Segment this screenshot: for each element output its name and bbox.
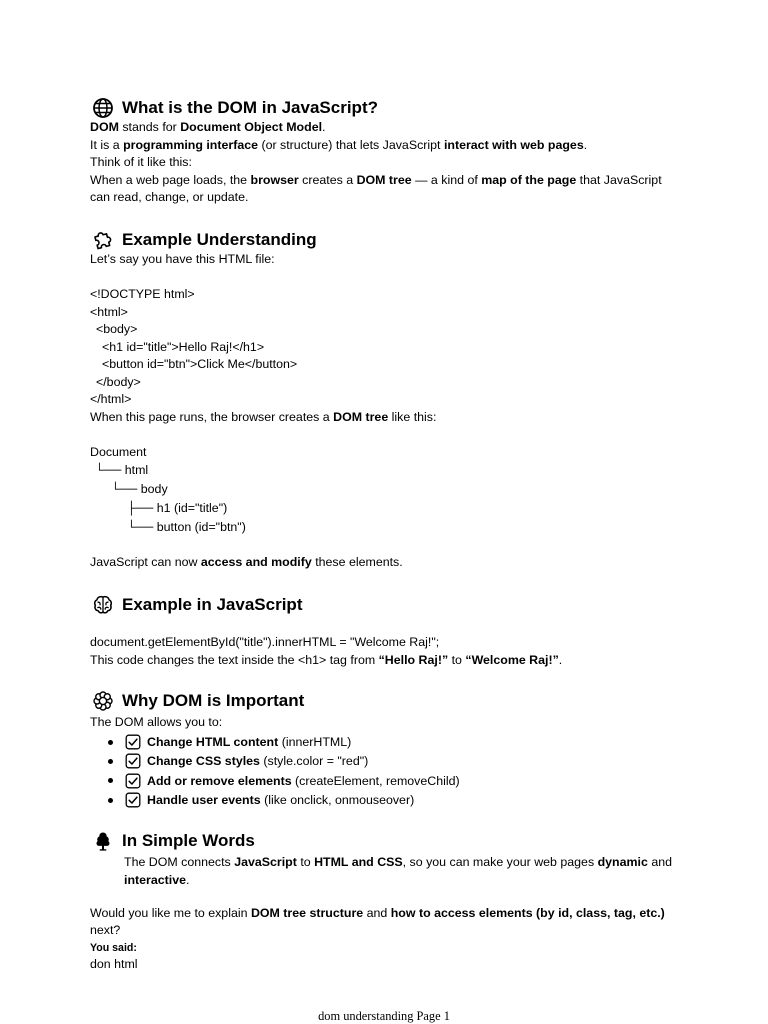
javascript-code-line <box>90 634 439 652</box>
html-code-block <box>90 286 297 409</box>
text-run: Would you like me to explain <box>90 905 251 920</box>
code-line: <button id="btn">Click Me</button> <box>102 357 298 372</box>
heading-text: Example Understanding <box>122 230 317 249</box>
list-item-text <box>147 774 460 788</box>
dom-tree-intro <box>90 409 436 427</box>
code-explanation <box>90 652 562 670</box>
text-run: — a kind of <box>411 172 482 187</box>
heading-example-in-javascript <box>92 593 302 617</box>
text-run: stands for <box>118 120 181 134</box>
bold-term: interactive <box>124 872 186 887</box>
bold-term: access and modify <box>200 555 312 570</box>
text-run: creates a <box>298 172 357 187</box>
bullet-icon <box>108 778 113 783</box>
bold-term: programming interface <box>123 137 259 152</box>
tree-node-button: └── button (id="btn") <box>127 520 246 535</box>
text-line: The DOM allows you to: <box>90 715 223 730</box>
text-line <box>90 652 562 670</box>
list-item-text <box>147 735 351 749</box>
text-run: (innerHTML) <box>278 735 352 750</box>
bold-term: HTML and CSS <box>314 855 403 870</box>
tree-node-body: └── body <box>111 482 168 497</box>
bold-term: map of the page <box>481 172 577 187</box>
you-said-message <box>90 956 138 974</box>
simple-words-paragraph <box>124 854 672 889</box>
text-run: It is a <box>90 137 124 152</box>
brain-icon <box>92 594 114 616</box>
bold-term: Change CSS styles <box>147 754 260 769</box>
code-line: </body> <box>96 374 141 389</box>
puzzle-icon <box>92 229 114 251</box>
bold-term: interact with web pages <box>443 137 584 152</box>
dom-capabilities-list <box>108 733 460 810</box>
text-run: these elements. <box>311 555 403 570</box>
text-line <box>90 409 436 427</box>
list-item <box>108 733 460 752</box>
bullet-icon <box>108 740 113 745</box>
text-run: (style.color = "red") <box>259 754 369 769</box>
heading-text: Example in JavaScript <box>122 595 303 614</box>
text-run: , so you can make your web pages <box>402 855 598 870</box>
text-line: don html <box>90 957 138 972</box>
access-modify-paragraph <box>90 554 403 572</box>
bullet-icon <box>108 759 113 764</box>
bold-term: “Welcome Raj!” <box>465 652 559 667</box>
code-line: <body> <box>96 322 138 337</box>
text-line <box>90 905 665 923</box>
checkbox-icon <box>125 792 141 808</box>
bold-term: Add or remove elements <box>147 773 292 788</box>
text-line: Think of it like this: <box>90 155 192 169</box>
heading-example-understanding <box>92 228 317 252</box>
page-footer: dom understanding Page 1 <box>318 1009 450 1023</box>
text-run: to <box>448 652 466 667</box>
list-item <box>108 752 460 771</box>
text-run: JavaScript can now <box>90 555 201 570</box>
text-run: and <box>647 855 672 870</box>
tree-icon <box>92 830 114 852</box>
tree-node-html: └── html <box>95 463 149 478</box>
text-line: can read, change, or update. <box>90 190 249 204</box>
follow-up-question <box>90 905 665 940</box>
list-item-text <box>147 793 414 807</box>
list-item <box>108 771 460 790</box>
text-run: like this: <box>388 409 437 424</box>
text-run: . <box>558 652 563 667</box>
bold-term: Document Object Model <box>180 120 323 134</box>
code-line: <h1 id="title">Hello Raj!</h1> <box>102 339 265 354</box>
dom-allows-intro <box>90 714 222 732</box>
text-run: When a web page loads, the <box>90 172 251 187</box>
heading-text: What is the DOM in JavaScript? <box>122 98 378 117</box>
dom-definition-paragraph <box>90 119 662 207</box>
heading-text: In Simple Words <box>122 831 255 850</box>
bold-term: “Hello Raj!” <box>378 652 449 667</box>
bold-term: DOM tree <box>333 409 389 424</box>
heading-in-simple-words <box>92 829 255 853</box>
text-run: . <box>322 120 326 134</box>
bullet-icon <box>108 798 113 803</box>
text-run: that JavaScript <box>576 172 662 187</box>
checkbox-icon <box>125 773 141 789</box>
bold-term: DOM tree <box>356 172 412 187</box>
html-file-intro <box>90 251 275 269</box>
text-line <box>124 854 672 872</box>
checkbox-icon <box>125 753 141 769</box>
text-line: next? <box>90 923 121 938</box>
heading-text: Why DOM is Important <box>122 691 305 710</box>
text-run: (createElement, removeChild) <box>291 773 460 788</box>
text-line <box>90 554 403 572</box>
bold-term: Handle user events <box>147 793 261 808</box>
text-line <box>90 172 662 190</box>
heading-why-dom-is-important <box>92 689 304 713</box>
text-run: and <box>363 905 391 920</box>
bold-term: DOM tree structure <box>250 905 364 920</box>
heading-what-is-the-dom <box>92 96 378 120</box>
tree-node-h1: ├── h1 (id="title") <box>127 501 228 516</box>
list-item-text <box>147 754 368 768</box>
text-run: The DOM connects <box>124 855 235 870</box>
checkbox-icon <box>125 734 141 750</box>
list-item <box>108 790 460 809</box>
bold-term: browser <box>250 172 299 187</box>
text-line <box>90 137 662 155</box>
text-run: to <box>296 855 315 870</box>
globe-icon <box>92 97 114 119</box>
gear-icon <box>92 690 114 712</box>
code-line: </html> <box>90 392 132 407</box>
code-line: <html> <box>90 304 128 319</box>
code-line: <!DOCTYPE html> <box>90 287 195 302</box>
text-run: (or structure) that lets JavaScript <box>258 137 444 152</box>
text-run: When this page runs, the browser creates a <box>90 409 334 424</box>
tree-node-document: Document <box>90 444 147 459</box>
text-run: This code changes the text inside the <h1> tag from <box>90 652 379 667</box>
bold-term: dynamic <box>597 855 648 870</box>
text-line <box>124 872 672 890</box>
you-said-label: You said: <box>90 942 137 954</box>
bold-term: how to access elements (by id, class, tag, etc.) <box>390 905 665 920</box>
text-line <box>90 119 662 137</box>
text-run: (like onclick, onmouseover) <box>260 793 415 808</box>
dom-tree-diagram <box>90 444 246 538</box>
bold-term: Change HTML content <box>147 735 279 750</box>
text-line: Let’s say you have this HTML file: <box>90 252 275 267</box>
bold-term: DOM <box>90 120 119 134</box>
bold-term: JavaScript <box>234 855 297 870</box>
text-run: . <box>583 137 588 152</box>
code-line: document.getElementById("title").innerHTML = "Welcome Raj!"; <box>90 635 440 650</box>
text-run: . <box>185 872 190 887</box>
